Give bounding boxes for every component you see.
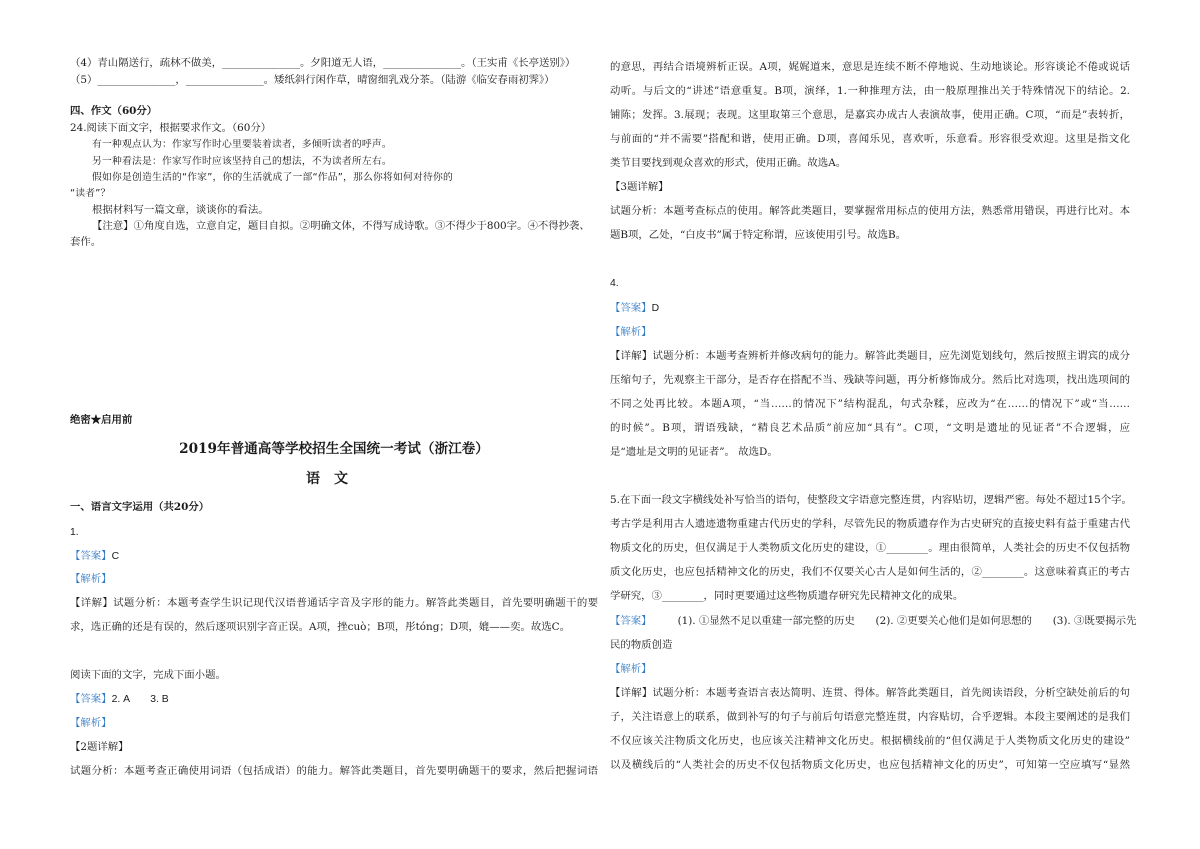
answer-label: 【答案】: [70, 693, 112, 705]
q4-answer-value: D: [651, 303, 660, 314]
q5-detail-4: 以及横线后的“人类社会的历史不仅包括物质文化历史，也应包括精神文化的历史”，可知第一空应填写“显然: [610, 759, 1130, 771]
question-24-stem: 24.阅读下面文字，根据要求作文。（60分）: [70, 122, 272, 134]
essay-note-a: 【注意】①角度自选，立意自定，题目自拟。②明确文体，不得写成诗歌。③不得少于800字。④不得抄袭、: [92, 220, 590, 232]
q4-detail-1: 【详解】试题分析：本题考查辨析并修改病句的能力。解答此类题目，应先浏览划线句，然后按照主谓宾的成分: [610, 350, 1130, 362]
q3-detail-heading: 【3题详解】: [610, 181, 669, 193]
q2-detail-heading: 【2题详解】: [70, 741, 129, 753]
q1-analysis-label: 【解析】: [70, 573, 112, 585]
q1-answer-value: C: [111, 551, 120, 562]
q2-continued-4: 与前面的“并不需要”搭配和谐，使用正确。D项，喜闻乐见，喜欢听，乐意看。形容很受欢迎。这里是指文化: [610, 133, 1130, 145]
q2-continued-2: 动听。与后文的“讲述”语意重复。B项，演绎，1.一种推理方法，由一般原理推出关于特殊情况下的结论。2.: [610, 85, 1130, 97]
q1-detail-2: 求，选正确的还是有误的，然后逐项识别字音正误。A项，挫cuò；B项，彤tóng；D项，媲——奕。故选C。: [70, 621, 570, 633]
q5-detail-3: 不仅应该关注物质文化历史，也应该关注精神文化历史。根据横线前的“但仅满足于人类物质文化历史的建设”: [610, 735, 1130, 747]
answer-label: 【答案】: [70, 550, 112, 562]
q5-answer-value: (1). ①显然不足以重建一部完整的历史 (2). ②更要关心他们是如何思想的 (3). ③既要揭示先: [677, 615, 1137, 627]
q5-passage-1: 考古学是利用古人遗迹遗物重建古代历史的学科，尽管先民的物质遗存作为古史研究的直接史料有益于重建古代: [610, 518, 1130, 530]
q2-continued-5: 类节目要找到观众喜欢的形式，使用正确。故选A。: [610, 157, 847, 169]
q23-answer-row: [70, 692, 598, 707]
reading-intro: 阅读下面的文字，完成下面小题。: [70, 669, 226, 681]
q3-detail-2: 题B项，乙处，“白皮书”属于特定称谓，应该使用引号。故选B。: [610, 229, 907, 241]
q3-detail-1: 试题分析：本题考查标点的使用。解答此类题目，要掌握常用标点的使用方法，熟悉常用错误，再进行比对。本: [610, 205, 1130, 217]
q1-detail-1: 【详解】试题分析：本题考查学生识记现代汉语普通话字音及字形的能力。解答此类题目，首先要明确题干的要: [70, 597, 598, 609]
viewpoint-2: 另一种看法是：作家写作时应该坚持自己的想法，不为读者所左右。: [92, 156, 392, 167]
q4-detail-4: 的时候”。B项，谓语残缺，“精良艺术品质”前应加“具有”。C项，“文明是遗址的见证者”不合逻辑，应: [610, 422, 1130, 434]
secret-label: 绝密★启用前: [70, 414, 133, 426]
q5-detail-1: 【详解】试题分析：本题考查语言表达简明、连贯、得体。解答此类题目，首先阅读语段，分析空缺处前后的句: [610, 687, 1130, 699]
q5-analysis-label: 【解析】: [610, 663, 652, 675]
answer-label: 【答案】: [610, 302, 652, 314]
q5-answer-row: [610, 614, 1137, 628]
question-5-stem: 5.在下面一段文字横线处补写恰当的语句，使整段文字语意完整连贯，内容贴切，逻辑严密。每处不超过15个字。: [610, 494, 1132, 506]
q5-passage-2: 物质文化的历史，但仅满足于人类物质文化历史的建设，①________。理由很简单，人类社会的历史不仅包括物: [610, 542, 1130, 554]
q23-analysis-label: 【解析】: [70, 717, 112, 729]
subject-title: 语文: [306, 471, 362, 487]
q5-detail-2: 子，关注语意上的联系，做到补写的句子与前后句语意完整连贯，内容贴切，合乎逻辑。本段主要阐述的是我们: [610, 711, 1130, 723]
viewpoint-1: 有一种观点认为：作家写作时心里要装着读者，多倾听读者的呼声。: [92, 139, 392, 150]
q1-answer-row: [70, 549, 598, 564]
q4-detail-5: 是“遗址是文明的见证者”。 故选D。: [610, 446, 778, 458]
essay-note-b: 套作。: [70, 236, 102, 248]
question-4-line: （4）青山隔送行，疏林不做美，_______________。夕阳道无人语，_______________。（王实甫《长亭送别》）: [70, 57, 576, 69]
q5-answer-continued: 民的物质创造: [610, 639, 673, 651]
q5-passage-3: 质文化历史，也应包括精神文化的历史，我们不仅要关心古人是如何生活的，②________。这意味着真正的考古: [610, 566, 1130, 578]
q23-answer-value: 2. A 3. B: [111, 694, 169, 705]
q4-detail-3: 不同之处再比较。本题A项，“当……的情况下”结构混乱，句式杂糅，应改为“在……的情况下”或“当……: [610, 398, 1130, 410]
viewpoint-3b: “读者”？: [70, 188, 111, 199]
q4-answer-row: [610, 301, 1130, 316]
q2-continued-1: 的意思，再结合语境辨析正误。A项，娓娓道来，意思是连续不断不停地说、生动地谈论。形容谈论不倦或说话: [610, 61, 1130, 73]
q2-continued-3: 铺陈；发挥。3.展现；表现。这里取第三个意思，是嘉宾办成古人表演故事，使用正确。C项，“而是”表转折，: [610, 109, 1130, 121]
section-4-heading: 四、作文（60分）: [70, 105, 158, 117]
answer-label: 【答案】: [610, 615, 652, 627]
q2-detail-1: 试题分析：本题考查正确使用词语（包括成语）的能力。解答此类题目，首先要明确题干的要求，然后把握词语: [70, 765, 598, 777]
question-4-number: 4.: [610, 278, 619, 289]
q4-detail-2: 压缩句子，先观察主干部分，是否存在搭配不当、残缺等问题，再分析修饰成分。然后比对选项，找出选项间的: [610, 374, 1130, 386]
viewpoint-3a: 假如你是创造生活的“作家”，你的生活就成了一部“作品”，那么你将如何对待你的: [92, 172, 453, 183]
question-1-number: 1.: [70, 527, 79, 538]
q4-analysis-label: 【解析】: [610, 326, 652, 338]
question-5-line: （5）_______________，_______________。矮纸斜行闲作草，晴窗细乳戏分茶。（陆游《临安春雨初霁》）: [70, 74, 555, 86]
q5-passage-4: 学研究，③________，同时更要通过这些物质遗存研究先民精神文化的成果。: [610, 590, 964, 602]
exam-title: 2019年普通高等学校招生全国统一考试（浙江卷）: [179, 441, 489, 457]
essay-task: 根据材料写一篇文章，谈谈你的看法。: [92, 204, 269, 216]
section-1-heading: 一、语言文字运用（共20分）: [70, 501, 210, 513]
